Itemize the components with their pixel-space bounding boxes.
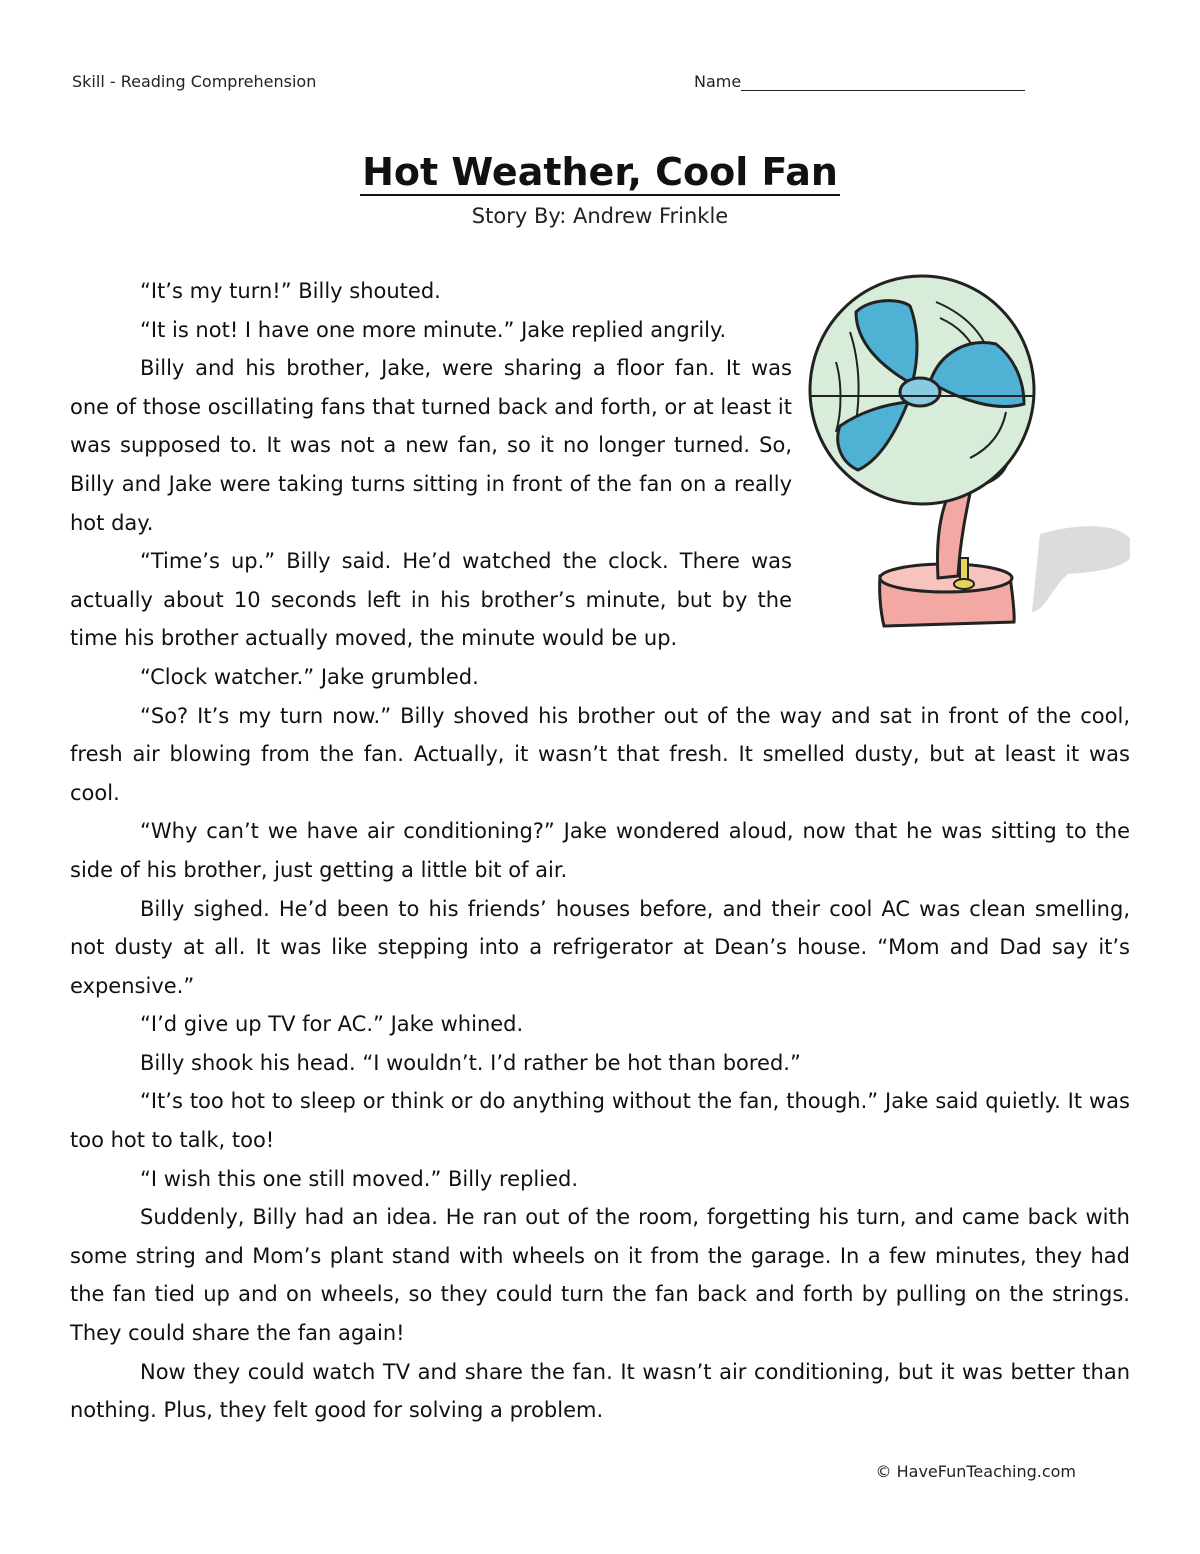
story-paragraph: Suddenly, Billy had an idea. He ran out of the room, forgetting his turn, and came back with some string and Mom’s plant stand with wheels on it from the garage. In a few minutes, they had the fan tied up and on wheels, so they could turn the fan back and forth by pulling on the strings. They could share the fan again!	[70, 1205, 1130, 1346]
story-paragraph: Now they could watch TV and share the fan. It wasn’t air conditioning, but it was better than nothing. Plus, they felt good for solving a problem.	[70, 1359, 1130, 1423]
story-paragraph: “It’s too hot to sleep or think or do anything without the fan, though.” Jake said quietly. It was too hot to talk, too!	[70, 1089, 1130, 1153]
story-paragraph: Billy shook his head. “I wouldn’t. I’d rather be hot than bored.”	[140, 1050, 801, 1075]
byline: Story By: Andrew Frinkle	[471, 204, 729, 228]
story-paragraph: “It is not! I have one more minute.” Jake replied angrily.	[140, 317, 727, 342]
story-paragraph: Billy and his brother, Jake, were sharing a floor fan. It was one of those oscillating fans that turned back and forth, or at least it was supposed to. It was not a new fan, so it no longer turned. So, Billy and Jake were taking turns sitting in front of the fan on a really hot day.	[70, 356, 792, 535]
name-label: Name	[694, 72, 742, 91]
title-text: Hot Weather, Cool Fan	[362, 150, 838, 194]
story-paragraph: “So? It’s my turn now.” Billy shoved his brother out of the way and sat in front of the cool, fresh air blowing from the fan. Actually, it wasn’t that fresh. It smelled dusty, but at least it was cool.	[70, 703, 1130, 805]
name-field	[694, 72, 1025, 91]
name-line	[741, 73, 1025, 91]
story-paragraph: “Clock watcher.” Jake grumbled.	[140, 664, 479, 689]
story-paragraph: “I’d give up TV for AC.” Jake whined.	[140, 1012, 524, 1037]
story-paragraph: “Time’s up.” Billy said. He’d watched the clock. There was actually about 10 seconds left in his brother’s minute, but by the time his brother actually moved, the minute would be up.	[70, 549, 792, 651]
page-title	[0, 148, 1200, 196]
story-paragraph: Billy sighed. He’d been to his friends’ houses before, and their cool AC was clean smelling, not dusty at all. It was like stepping into a refrigerator at Dean’s house. “Mom and Dad say it’s expensive.”	[70, 896, 1130, 998]
copyright-footer: © HaveFunTeaching.com	[875, 1462, 1076, 1481]
story-body	[70, 272, 1130, 1430]
fan-icon	[800, 272, 1130, 640]
story-paragraph: “It’s my turn!” Billy shouted.	[140, 279, 441, 303]
story-paragraph: “Why can’t we have air conditioning?” Jake wondered aloud, now that he was sitting to the side of his brother, just getting a little bit of air.	[70, 819, 1130, 882]
story-paragraph: “I wish this one still moved.” Billy replied.	[140, 1166, 579, 1191]
skill-label: Skill - Reading Comprehension	[72, 72, 317, 91]
